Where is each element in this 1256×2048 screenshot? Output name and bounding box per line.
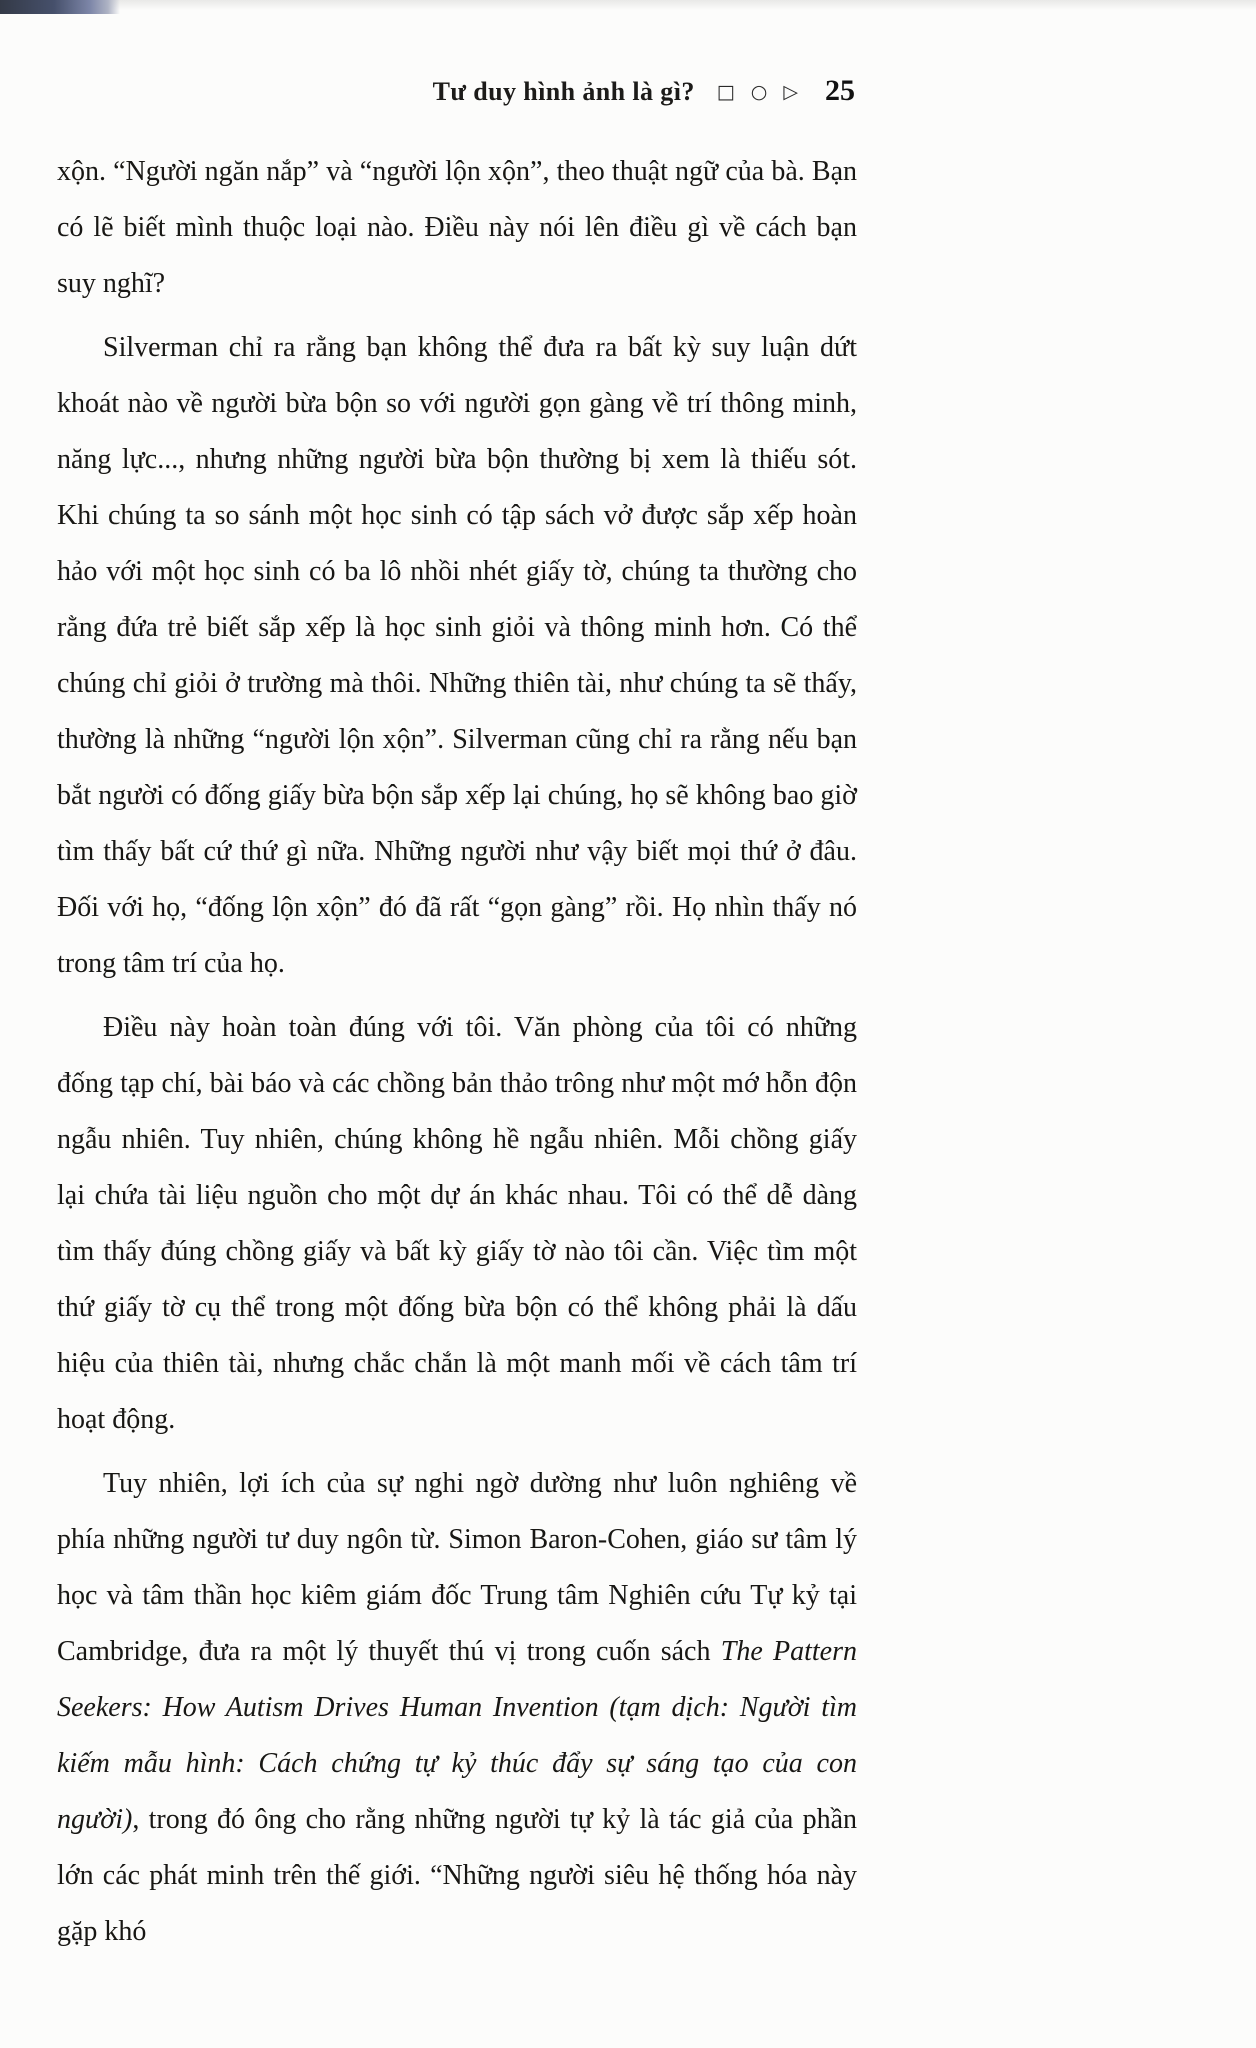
triangle-icon: ▷ bbox=[783, 81, 803, 103]
paragraph-text-before-title: Tuy nhiên, lợi ích của sự nghi ngờ dường như luôn nghiêng về phía những người tư duy ngôn từ. Simon Baron-Cohen, giáo sư tâm lý học và tâm thần học kiêm giám đốc Trung tâm Nghiên cứu Tự kỷ tại Cambridge, đưa ra một lý thuyết thú vị trong cuốn sách bbox=[57, 1468, 857, 1667]
paragraph-office: Điều này hoàn toàn đúng với tôi. Văn phòng của tôi có những đống tạp chí, bài báo và các chồng bản thảo trông như một mớ hỗn độn ngẫu nhiên. Tuy nhiên, chúng không hề ngẫu nhiên. Mỗi chồng giấy lại chứa tài liệu nguồn cho một dự án khác nhau. Tôi có thể dễ dàng tìm thấy đúng chồng giấy và bất kỳ giấy tờ nào tôi cần. Việc tìm một thứ giấy tờ cụ thể trong một đống bừa bộn có thể không phải là dấu hiệu của thiên tài, nhưng chắc chắn là một manh mối về cách tâm trí hoạt động. bbox=[57, 1012, 857, 1435]
paragraph-baron-cohen bbox=[57, 1456, 857, 1960]
page-number: 25 bbox=[825, 74, 855, 107]
paragraph-continuation: xộn. “Người ngăn nắp” và “người lộn xộn”, theo thuật ngữ của bà. Bạn có lẽ biết mình thuộc loại nào. Điều này nói lên điều gì về cách bạn suy nghĩ? bbox=[57, 156, 857, 299]
scan-top-shadow bbox=[0, 0, 1256, 10]
square-icon: □ bbox=[716, 81, 740, 103]
paragraph-text-after-title: , trong đó ông cho rằng những người tự kỷ là tác giả của phần lớn các phát minh trên thế giới. “Những người siêu hệ thống hóa này gặp khó bbox=[57, 1804, 857, 1947]
page-content bbox=[57, 74, 857, 1960]
running-header bbox=[57, 74, 857, 108]
book-title-italic: The Pattern Seekers: How Autism Drives Human Invention (tạm dịch: Người tìm kiếm mẫu hình: Cách chứng tự kỷ thúc đẩy sự sáng tạo của con người) bbox=[57, 1636, 857, 1835]
page-body bbox=[57, 144, 857, 1960]
paragraph-silverman: Silverman chỉ ra rằng bạn không thể đưa ra bất kỳ suy luận dứt khoát nào về người bừa bộn so với người gọn gàng về trí thông minh, năng lực..., nhưng những người bừa bộn thường bị xem là thiếu sót. Khi chúng ta so sánh một học sinh có tập sách vở được sắp xếp hoàn hảo với một học sinh có ba lô nhồi nhét giấy tờ, chúng ta thường cho rằng đứa trẻ biết sắp xếp là học sinh giỏi và thông minh hơn. Có thể chúng chỉ giỏi ở trường mà thôi. Những thiên tài, như chúng ta sẽ thấy, thường là những “người lộn xộn”. Silverman cũng chỉ ra rằng nếu bạn bắt người có đống giấy bừa bộn sắp xếp lại chúng, họ sẽ không bao giờ tìm thấy bất cứ thứ gì nữa. Những người như vậy biết mọi thứ ở đâu. Đối với họ, “đống lộn xộn” đó đã rất “gọn gàng” rồi. Họ nhìn thấy nó trong tâm trí của họ. bbox=[57, 332, 857, 979]
running-head-title: Tư duy hình ảnh là gì? bbox=[432, 77, 695, 106]
scan-edge-artifact bbox=[0, 0, 120, 14]
header-ornament-group bbox=[717, 81, 803, 103]
circle-icon: ○ bbox=[750, 81, 773, 103]
